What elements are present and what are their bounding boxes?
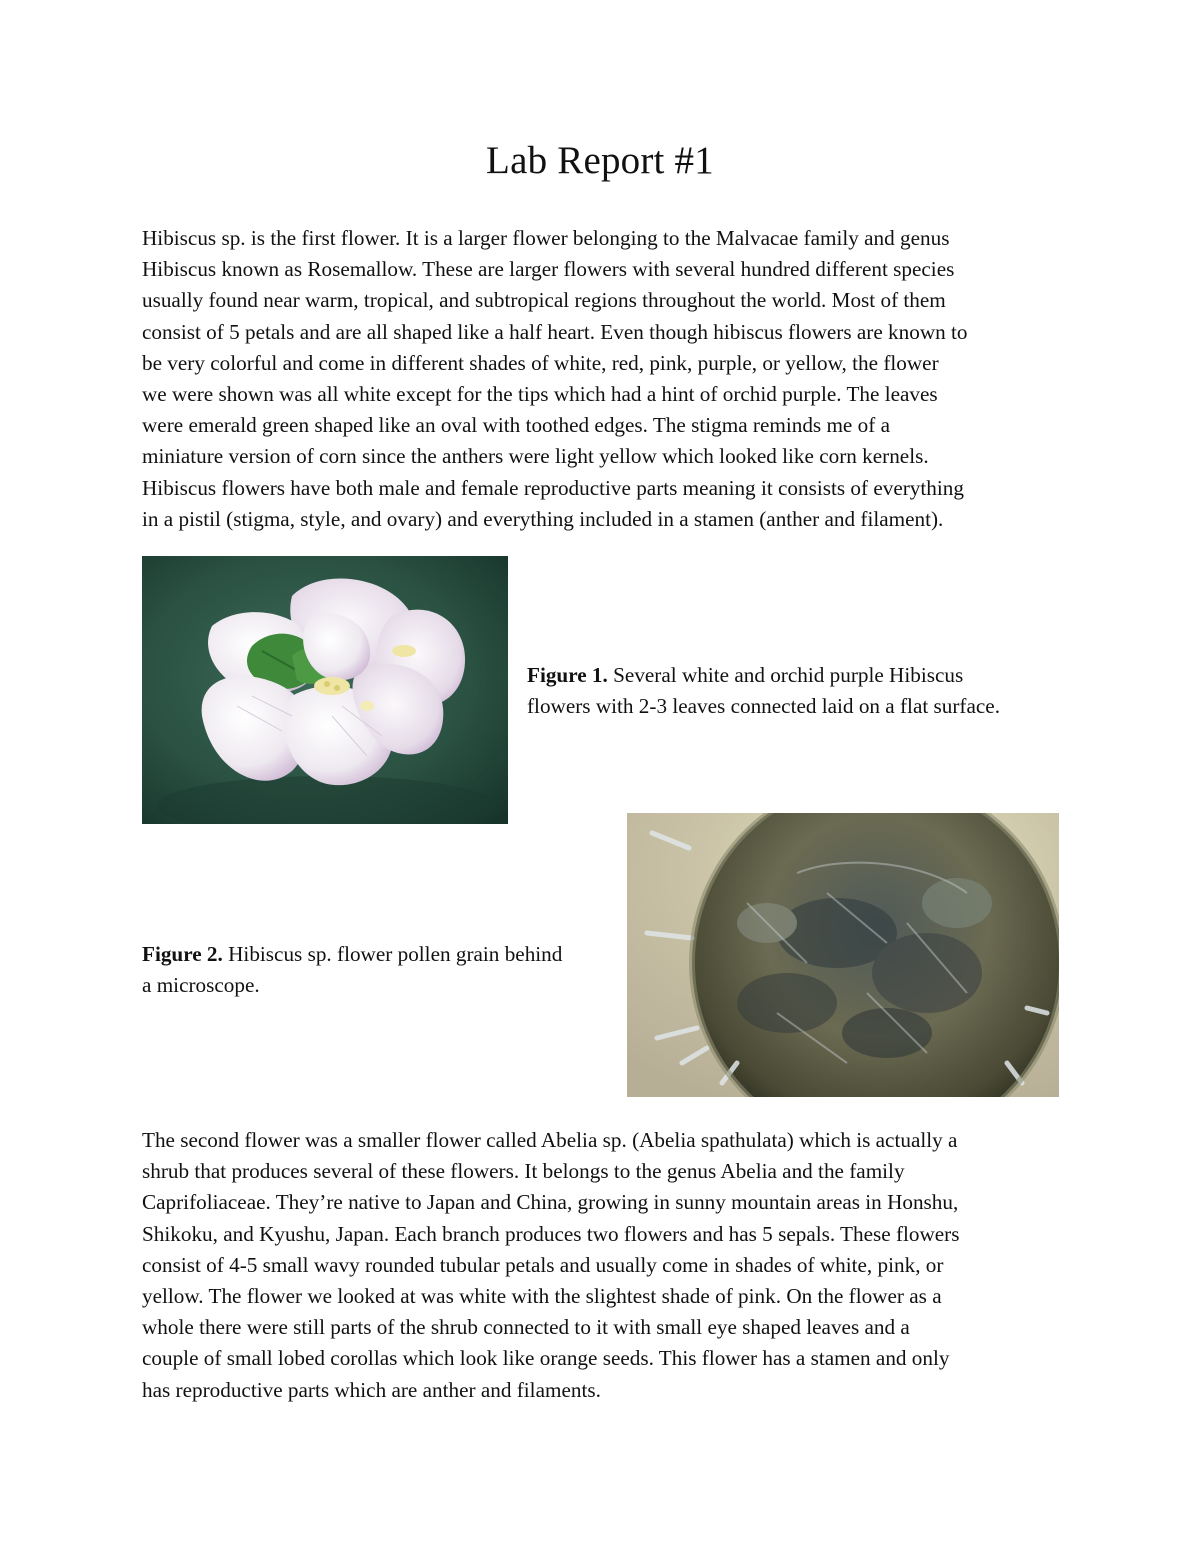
text-line: consist of 4-5 small wavy rounded tubular petals and usually come in shades of white, pink, or [142, 1252, 944, 1277]
text-line: The second flower was a smaller flower called Abelia sp. (Abelia spathulata) which is actually a [142, 1128, 958, 1152]
text-line: were emerald green shaped like an oval with toothed edges. The stigma reminds me of a [142, 413, 890, 438]
figure2-caption-text: Hibiscus sp. flower pollen grain behind [222, 942, 563, 966]
text-line: has reproductive parts which are anther and filaments. [142, 1377, 601, 1402]
figure2-label: Figure 2. [142, 942, 223, 966]
text-line: yellow. The flower we looked at was white with the slightest shade of pink. On the flower as a [142, 1284, 942, 1309]
figure1-caption-text: flowers with 2-3 leaves connected laid on a flat surface. [527, 694, 1000, 719]
text-line: consist of 5 petals and are all shaped like a half heart. Even though hibiscus flowers are known to [142, 319, 968, 344]
paragraph-abelia [142, 1125, 1062, 1406]
text-line: be very colorful and come in different shades of white, red, pink, purple, or yellow, the flower [142, 350, 939, 375]
text-line: in a pistil (stigma, style, and ovary) and everything included in a stamen (anther and filament). [142, 506, 944, 531]
paragraph-hibiscus [142, 223, 1062, 535]
text-line: Hibiscus known as Rosemallow. These are larger flowers with several hundred different species [142, 257, 955, 282]
text-line: we were shown was all white except for the tips which had a hint of orchid purple. The leaves [142, 382, 938, 407]
text-line: miniature version of corn since the anthers were light yellow which looked like corn kernels. [142, 444, 929, 469]
figure1-caption [527, 660, 1087, 722]
text-line: shrub that produces several of these flowers. It belongs to the genus Abelia and the family [142, 1159, 905, 1184]
figure1-caption-text: Several white and orchid purple Hibiscus [607, 663, 964, 687]
page-title: Lab Report #1 [486, 139, 714, 182]
text-line: couple of small lobed corollas which look like orange seeds. This flower has a stamen and only [142, 1346, 950, 1371]
text-line: Hibiscus sp. is the first flower. It is a larger flower belonging to the Malvacae family and genus [142, 226, 950, 250]
text-line: Caprifoliaceae. They’re native to Japan and China, growing in sunny mountain areas in Honshu, [142, 1190, 959, 1215]
text-line: whole there were still parts of the shrub connected to it with small eye shaped leaves and a [142, 1315, 910, 1340]
figure2-caption [142, 939, 622, 1001]
figure1-hibiscus-photo [142, 556, 508, 824]
figure2-pollen-photo [627, 813, 1059, 1097]
text-line: Shikoku, and Kyushu, Japan. Each branch produces two flowers and has 5 sepals. These flowers [142, 1221, 960, 1246]
figure2-caption-text: a microscope. [142, 973, 260, 998]
text-line: Hibiscus flowers have both male and female reproductive parts meaning it consists of everything [142, 475, 964, 500]
figure1-label: Figure 1. [527, 663, 608, 687]
text-line: usually found near warm, tropical, and subtropical regions throughout the world. Most of them [142, 288, 946, 313]
